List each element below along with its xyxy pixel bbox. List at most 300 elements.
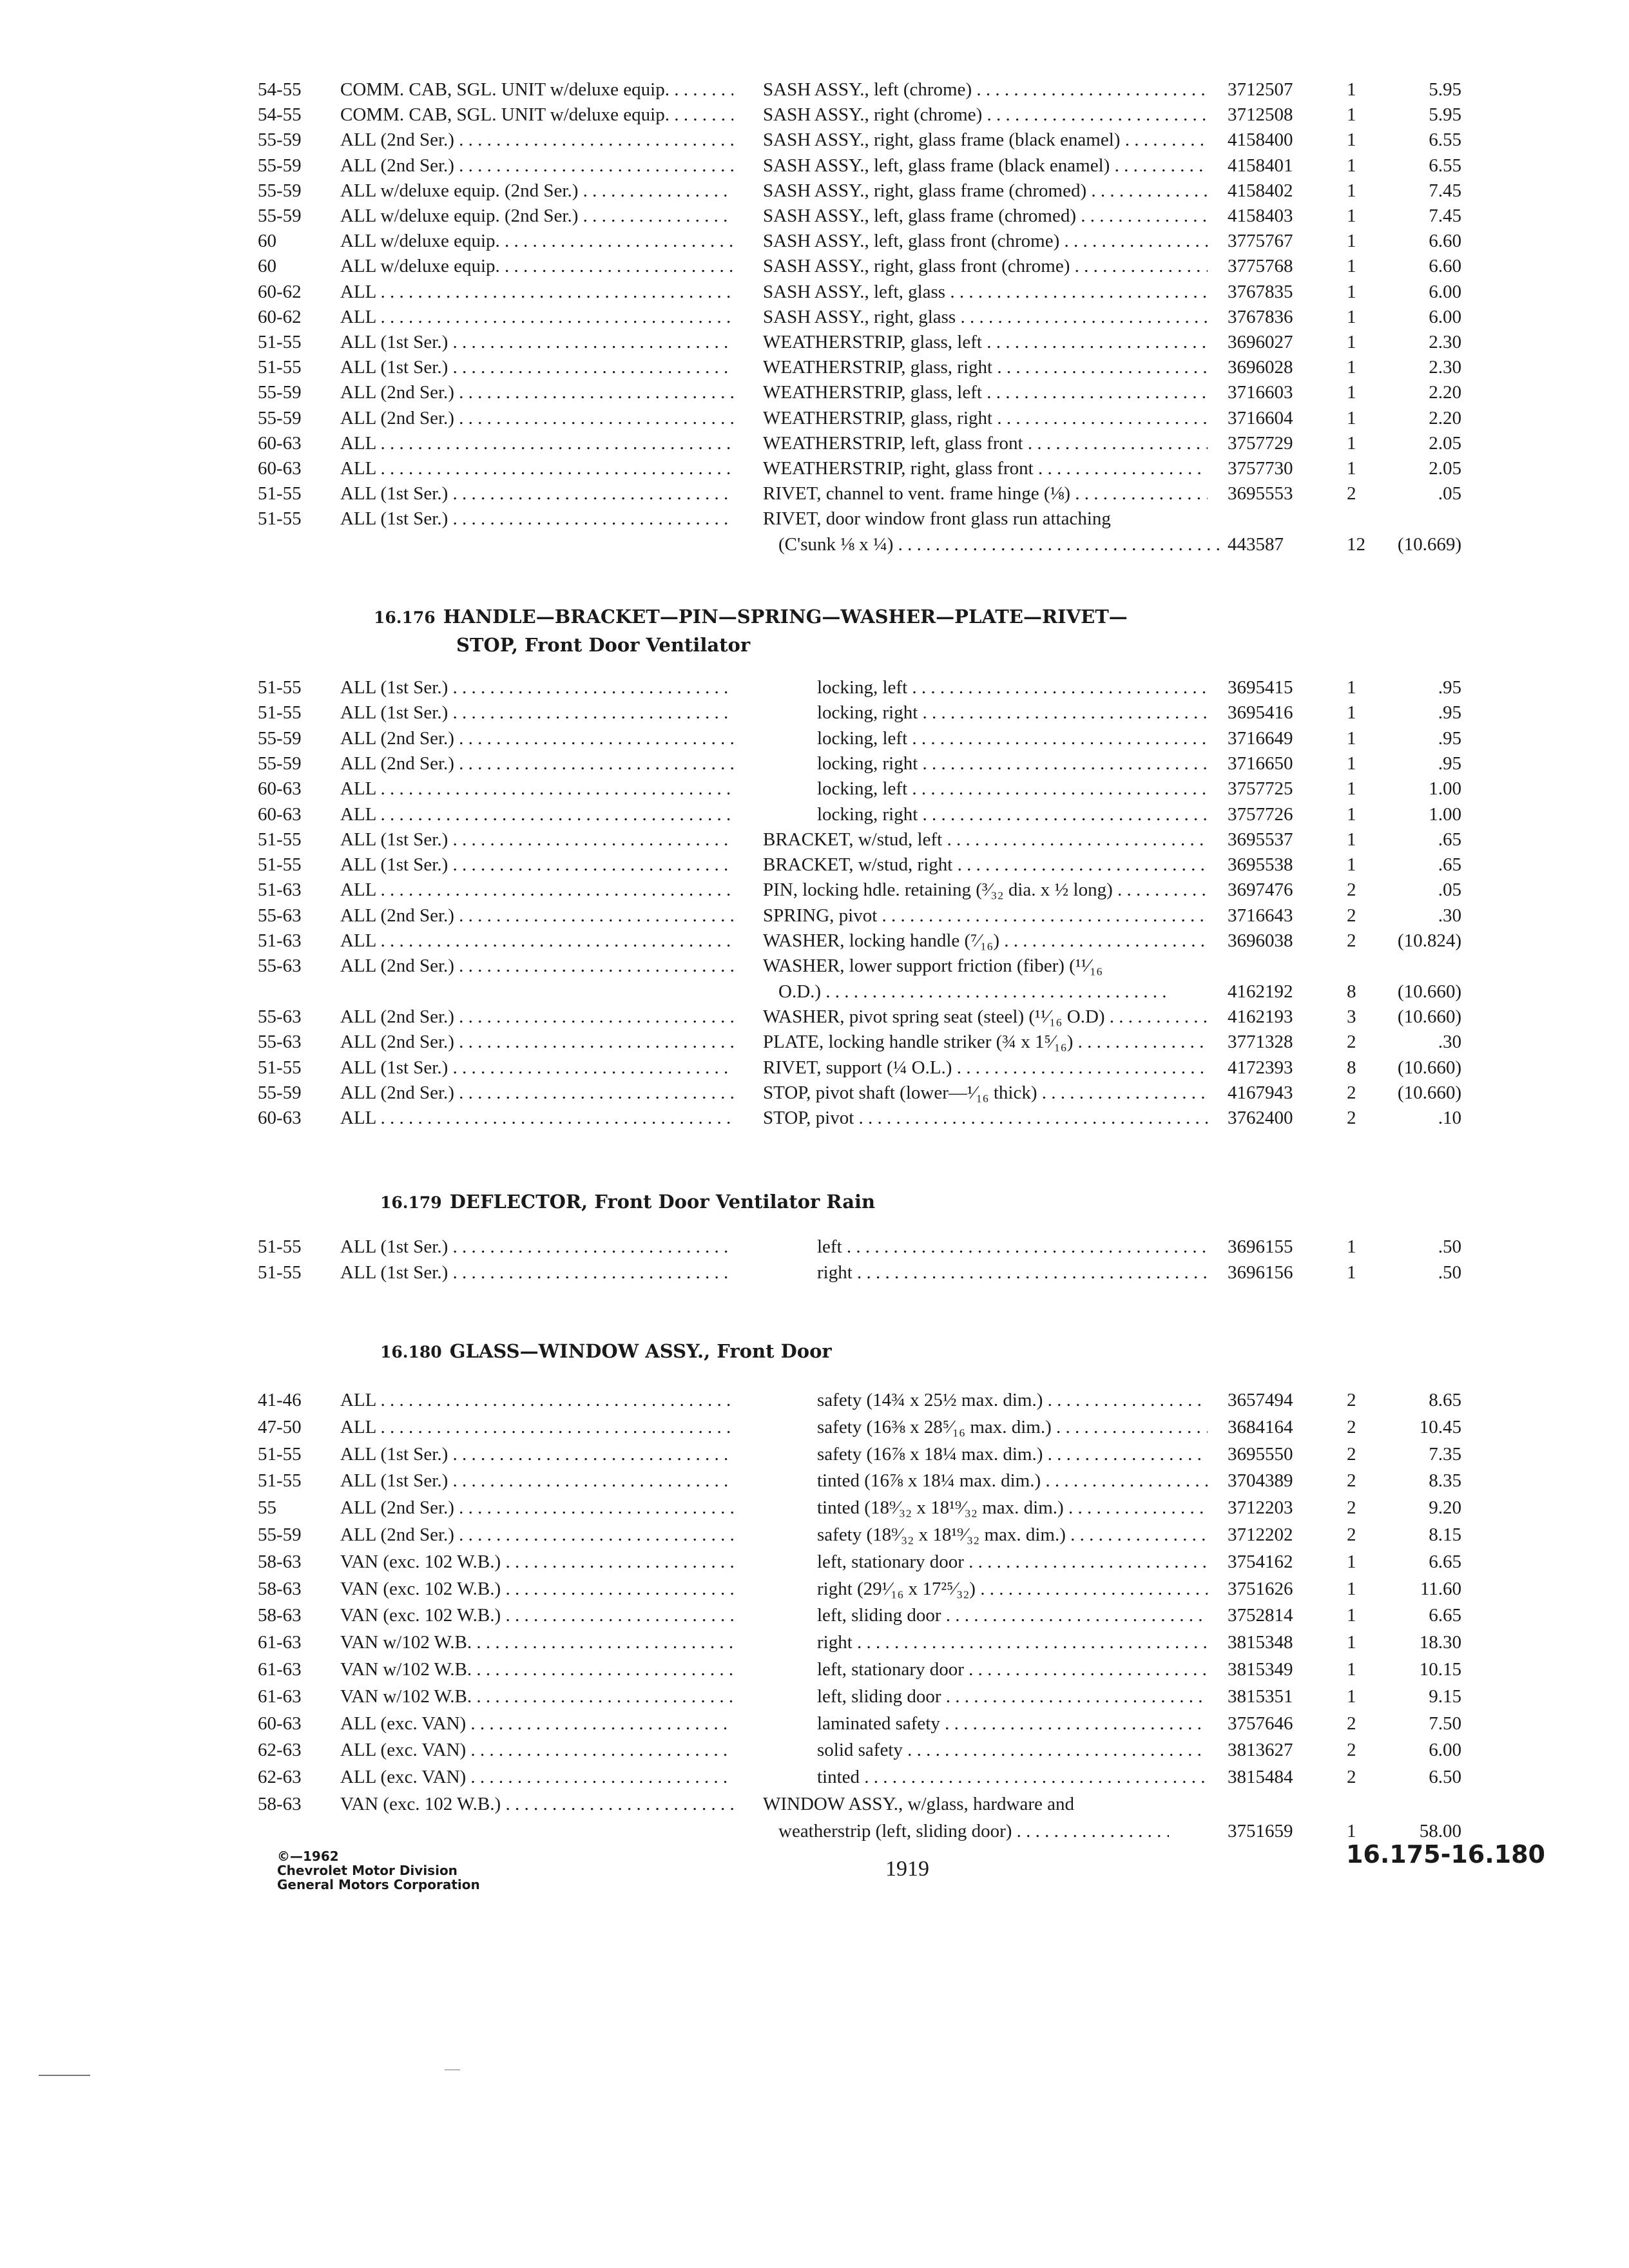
year-cell: 55-59 <box>258 1082 302 1103</box>
description-cell-leader <box>918 804 1208 825</box>
model-cell-leader <box>448 332 733 352</box>
price-cell: .05 <box>1438 483 1461 505</box>
table-row <box>0 1684 1629 1710</box>
description-cell-leader <box>982 104 1208 125</box>
description-cell-leader <box>982 382 1208 403</box>
table-row <box>0 280 1629 305</box>
part-number-cell: 3684164 <box>1228 1416 1293 1437</box>
year-cell: 51-55 <box>258 1443 302 1465</box>
year-cell: 51-55 <box>258 483 302 505</box>
model-cell: ALL (2nd Ser.) . . . <box>340 1523 733 1547</box>
description-cell-leader <box>999 930 1208 951</box>
description-cell: SASH ASSY., left, glass frame (chromed) . . . <box>763 204 1208 228</box>
part-number-cell: 443587 <box>1228 533 1284 555</box>
quantity-cell: 2 <box>1347 1713 1356 1734</box>
quantity-cell: 2 <box>1347 1470 1356 1492</box>
year-cell: 58-63 <box>258 1551 302 1572</box>
model-cell-leader <box>454 155 733 176</box>
year-cell: 51-55 <box>258 1236 302 1257</box>
quantity-cell: 1 <box>1347 458 1356 479</box>
year-cell: 51-55 <box>258 332 302 352</box>
part-number-cell: 3775768 <box>1228 256 1293 277</box>
description-cell-leader <box>964 1659 1208 1680</box>
part-number-cell: 3712507 <box>1228 79 1293 100</box>
table-row <box>0 330 1629 356</box>
section-title: GLASS—WINDOW ASSY., Front Door <box>449 1340 832 1362</box>
description-cell: locking, right . . . <box>817 751 1208 776</box>
part-number-cell: 3696028 <box>1228 357 1293 378</box>
price-cell: 7.35 <box>1429 1443 1461 1465</box>
model-cell: ALL (2nd Ser.) . . . <box>340 903 733 928</box>
part-number-cell: 3754162 <box>1228 1551 1293 1572</box>
description-cell: safety (14¾ x 25½ max. dim.) . . . <box>817 1388 1208 1412</box>
description-cell: WEATHERSTRIP, glass, right . . . <box>763 355 1208 380</box>
part-number-cell: 3657494 <box>1228 1390 1293 1410</box>
price-cell: 8.15 <box>1429 1524 1461 1545</box>
year-cell: 55-63 <box>258 905 302 926</box>
description-cell: WINDOW ASSY., w/glass, hardware and <box>763 1794 1075 1814</box>
table-row <box>0 1792 1629 1818</box>
part-number-cell: 3704389 <box>1228 1470 1293 1492</box>
table-row <box>0 1738 1629 1763</box>
model-cell: ALL (exc. VAN) . . . <box>340 1711 733 1736</box>
description-cell-leader <box>1070 483 1208 504</box>
description-cell: locking, right . . . <box>817 802 1208 827</box>
model-cell: ALL (1st Ser.) . . . <box>340 506 733 531</box>
table-row <box>0 852 1629 878</box>
year-cell: 51-55 <box>258 677 302 698</box>
description-cell: WEATHERSTRIP, glass, right . . . <box>763 406 1208 430</box>
description-cell-leader <box>972 79 1208 100</box>
part-number-cell: 3757730 <box>1228 458 1293 479</box>
part-number-cell: 3716604 <box>1228 407 1293 428</box>
model-cell: ALL (1st Ser.) . . . <box>340 1235 733 1259</box>
model-cell: ALL . . . <box>340 878 733 902</box>
section-number: 16.179 <box>380 1193 442 1212</box>
model-cell-leader <box>501 1794 733 1814</box>
description-cell: locking, left . . . <box>817 776 1208 801</box>
description-cell: left, stationary door . . . <box>817 1657 1208 1682</box>
description-cell-leader <box>877 905 1208 926</box>
year-cell: 61-63 <box>258 1659 302 1680</box>
part-number-cell: 3695537 <box>1228 829 1293 850</box>
quantity-cell: 1 <box>1347 79 1356 100</box>
quantity-cell: 1 <box>1347 677 1356 698</box>
description-cell-leader <box>1105 1006 1208 1027</box>
quantity-cell: 8 <box>1347 1057 1356 1078</box>
quantity-cell: 2 <box>1347 1443 1356 1465</box>
description-cell-leader <box>941 1605 1208 1626</box>
table-row <box>0 1468 1629 1494</box>
description-cell-leader <box>976 1579 1208 1599</box>
quantity-cell: 2 <box>1347 1524 1356 1545</box>
quantity-cell: 2 <box>1347 930 1356 951</box>
model-cell-leader <box>376 307 733 327</box>
table-row <box>0 153 1629 179</box>
part-number-cell: 3762400 <box>1228 1108 1293 1129</box>
price-cell: .50 <box>1438 1236 1461 1257</box>
description-cell-leader <box>992 357 1208 378</box>
description-cell-leader <box>1059 231 1208 251</box>
model-cell: ALL (2nd Ser.) . . . <box>340 153 733 178</box>
model-cell-leader <box>454 1082 733 1103</box>
section-16-176-heading <box>374 606 1128 628</box>
part-number-cell: 3696155 <box>1228 1236 1293 1257</box>
year-cell: 51-55 <box>258 1470 302 1492</box>
section-16-180-heading <box>380 1340 832 1362</box>
description-cell-leader <box>952 854 1208 875</box>
section-number: 16.176 <box>374 608 436 627</box>
model-cell-leader <box>454 382 733 403</box>
model-cell-leader <box>448 1057 733 1078</box>
part-number-cell: 3716603 <box>1228 382 1293 403</box>
description-cell-leader <box>860 1767 1208 1787</box>
year-cell: 60-63 <box>258 458 302 479</box>
part-number-cell: 3757646 <box>1228 1713 1293 1734</box>
table-row <box>0 827 1629 853</box>
quantity-cell: 1 <box>1347 1632 1356 1653</box>
year-cell: 54-55 <box>258 79 302 100</box>
model-cell: ALL . . . <box>340 1415 733 1439</box>
price-cell: 6.00 <box>1429 306 1461 327</box>
quantity-cell: 1 <box>1347 1686 1356 1707</box>
model-cell: ALL (1st Ser.) . . . <box>340 355 733 380</box>
quantity-cell: 2 <box>1347 1497 1356 1519</box>
section-number: 16.180 <box>380 1343 442 1361</box>
description-cell-leader <box>1043 1390 1208 1410</box>
price-cell: 2.30 <box>1429 357 1461 378</box>
price-cell: 2.20 <box>1429 407 1461 428</box>
description-cell-leader <box>893 534 1223 555</box>
description-cell: laminated safety . . . <box>817 1711 1208 1736</box>
model-cell-leader <box>376 433 733 454</box>
model-cell: ALL (2nd Ser.) . . . <box>340 380 733 405</box>
description-cell: PLATE, locking handle striker (¾ x 1⁵⁄₁₆) . . . <box>763 1030 1208 1054</box>
table-row <box>0 1765 1629 1791</box>
price-cell: 1.00 <box>1429 803 1461 825</box>
model-cell: ALL (1st Ser.) . . . <box>340 1055 733 1080</box>
year-cell: 51-63 <box>258 879 302 901</box>
description-cell-leader <box>853 1262 1208 1283</box>
model-cell: ALL . . . <box>340 1106 733 1130</box>
part-number-cell: 4158400 <box>1228 130 1293 151</box>
year-cell: 51-55 <box>258 1262 302 1283</box>
quantity-cell: 1 <box>1347 778 1356 800</box>
description-cell: left . . . <box>817 1235 1208 1259</box>
part-number-cell: 3757726 <box>1228 803 1293 825</box>
description-cell: SASH ASSY., right, glass frame (black enamel) . . . <box>763 128 1208 152</box>
table-row <box>0 979 1629 1005</box>
description-cell: SPRING, pivot . . . <box>763 903 1208 928</box>
model-cell-leader <box>448 357 733 378</box>
description-cell: solid safety . . . <box>817 1738 1208 1762</box>
table-row <box>0 751 1629 777</box>
quantity-cell: 2 <box>1347 1390 1356 1410</box>
model-cell-leader <box>448 483 733 504</box>
model-cell-leader <box>454 728 733 749</box>
model-cell-leader <box>376 282 733 302</box>
model-cell-leader <box>376 1390 733 1410</box>
table-row <box>0 128 1629 153</box>
description-cell-leader <box>1086 180 1208 201</box>
quantity-cell: 1 <box>1347 231 1356 252</box>
description-cell: WEATHERSTRIP, glass, left . . . <box>763 330 1208 354</box>
part-number-cell: 3695415 <box>1228 677 1293 698</box>
model-cell-leader <box>578 206 733 226</box>
quantity-cell: 1 <box>1347 104 1356 126</box>
price-cell: .10 <box>1438 1108 1461 1129</box>
description-cell: WEATHERSTRIP, glass, left . . . <box>763 380 1208 405</box>
description-cell-leader <box>992 408 1208 428</box>
part-number-cell: 3815351 <box>1228 1686 1293 1707</box>
model-cell-leader <box>376 1108 733 1128</box>
quantity-cell: 2 <box>1347 1108 1356 1129</box>
price-cell: 2.05 <box>1429 432 1461 454</box>
model-cell-leader <box>466 1713 733 1734</box>
year-cell: 55-63 <box>258 1006 302 1027</box>
description-cell: safety (16⅞ x 18¼ max. dim.) . . . <box>817 1442 1208 1466</box>
description-cell: tinted . . . <box>817 1765 1208 1789</box>
model-cell: ALL (1st Ser.) . . . <box>340 852 733 877</box>
year-cell: 60-62 <box>258 306 302 327</box>
quantity-cell: 1 <box>1347 803 1356 825</box>
table-row <box>0 954 1629 979</box>
part-number-cell: 3775767 <box>1228 231 1293 252</box>
quantity-cell: 1 <box>1347 256 1356 277</box>
year-cell: 60-63 <box>258 1713 302 1734</box>
model-cell-leader <box>472 1686 733 1707</box>
year-cell: 51-55 <box>258 1057 302 1078</box>
year-cell: 55-59 <box>258 727 302 749</box>
model-cell-leader <box>501 1605 733 1626</box>
model-cell-leader <box>454 1032 733 1052</box>
quantity-cell: 1 <box>1347 702 1356 724</box>
model-cell: ALL . . . <box>340 305 733 329</box>
model-cell-leader <box>448 1444 733 1465</box>
model-cell: ALL w/deluxe equip. . . . <box>340 229 733 253</box>
table-row <box>0 1055 1629 1081</box>
part-number-cell: 3752814 <box>1228 1605 1293 1626</box>
price-cell: 6.00 <box>1429 1740 1461 1761</box>
model-cell-leader <box>454 1524 733 1545</box>
year-cell: 55-63 <box>258 956 302 977</box>
quantity-cell: 1 <box>1347 306 1356 327</box>
model-cell: ALL . . . <box>340 776 733 801</box>
description-cell: right . . . <box>817 1630 1208 1655</box>
model-cell: ALL (1st Ser.) . . . <box>340 700 733 725</box>
description-cell: SASH ASSY., left, glass front (chrome) . . . <box>763 229 1208 253</box>
model-cell-leader <box>454 408 733 428</box>
model-cell-leader <box>448 829 733 850</box>
model-cell: VAN (exc. 102 W.B.) . . . <box>340 1792 733 1816</box>
model-cell: ALL (2nd Ser.) . . . <box>340 1004 733 1029</box>
part-number-cell: 3695553 <box>1228 483 1293 505</box>
table-row <box>0 178 1629 204</box>
year-cell: 55-59 <box>258 407 302 428</box>
year-cell: 60 <box>258 231 276 252</box>
description-cell: safety (16⅜ x 28⁵⁄₁₆ max. dim.) . . . <box>817 1415 1208 1439</box>
part-number-cell: 3712202 <box>1228 1524 1293 1545</box>
price-cell: 7.50 <box>1429 1713 1461 1734</box>
part-number-cell: 3771328 <box>1228 1032 1293 1053</box>
part-number-cell: 3757729 <box>1228 432 1293 454</box>
model-cell: VAN (exc. 102 W.B.) . . . <box>340 1550 733 1574</box>
description-cell: RIVET, channel to vent. frame hinge (⅛) . . . <box>763 481 1208 506</box>
section-title: HANDLE—BRACKET—PIN—SPRING—WASHER—PLATE—RIVET— <box>443 606 1128 628</box>
quantity-cell: 8 <box>1347 981 1356 1002</box>
year-cell: 51-55 <box>258 357 302 378</box>
table-row <box>0 1442 1629 1468</box>
model-cell-leader <box>454 753 733 774</box>
price-cell: 2.20 <box>1429 382 1461 403</box>
part-number-cell: 3767835 <box>1228 281 1293 302</box>
description-cell: SASH ASSY., right, glass . . . <box>763 305 1208 329</box>
table-row <box>0 532 1629 558</box>
description-cell-leader <box>1120 130 1208 150</box>
price-cell: (10.660) <box>1397 1006 1461 1027</box>
description-cell: PIN, locking hdle. retaining (³⁄₃₂ dia. x ½ long) . . . <box>763 878 1208 902</box>
table-row <box>0 776 1629 802</box>
quantity-cell: 1 <box>1347 1578 1356 1599</box>
part-number-cell: 3696038 <box>1228 930 1293 951</box>
part-number-cell: 3716650 <box>1228 753 1293 774</box>
model-cell-leader <box>376 930 733 951</box>
model-cell-leader <box>448 1236 733 1257</box>
model-cell: ALL (2nd Ser.) . . . <box>340 1030 733 1054</box>
price-cell: 10.15 <box>1419 1659 1461 1680</box>
year-cell: 62-63 <box>258 1767 302 1788</box>
table-row <box>0 726 1629 752</box>
model-cell-leader <box>670 79 733 100</box>
description-cell: SASH ASSY., left, glass . . . <box>763 280 1208 304</box>
table-row <box>0 1577 1629 1602</box>
table-row <box>0 102 1629 128</box>
table-row <box>0 1004 1629 1030</box>
table-row <box>0 1523 1629 1548</box>
table-row <box>0 1030 1629 1055</box>
description-cell-leader <box>821 981 1169 1002</box>
model-cell-leader <box>376 458 733 479</box>
part-number-cell: 3815484 <box>1228 1767 1293 1788</box>
price-cell: (10.824) <box>1397 930 1461 951</box>
model-cell-leader <box>472 1659 733 1680</box>
part-number-cell: 3757725 <box>1228 778 1293 800</box>
year-cell: 60-63 <box>258 432 302 454</box>
price-cell: .30 <box>1438 905 1461 926</box>
model-cell: ALL (2nd Ser.) . . . <box>340 1495 733 1520</box>
model-cell-leader <box>501 1552 733 1572</box>
table-row <box>0 204 1629 229</box>
year-cell: 61-63 <box>258 1632 302 1653</box>
table-row <box>0 1657 1629 1683</box>
model-cell: COMM. CAB, SGL. UNIT w/deluxe equip. . . . <box>340 102 733 127</box>
part-number-cell: 3716649 <box>1228 727 1293 749</box>
description-cell-leader <box>956 307 1208 327</box>
description-cell: WEATHERSTRIP, right, glass front . . . <box>763 456 1208 481</box>
description-cell: SASH ASSY., left (chrome) . . . <box>763 77 1208 102</box>
price-cell: 5.95 <box>1429 79 1461 100</box>
model-cell-leader <box>500 256 733 276</box>
part-number-cell: 3751659 <box>1228 1820 1293 1841</box>
price-cell: (10.660) <box>1397 981 1461 1002</box>
model-cell: ALL (1st Ser.) . . . <box>340 1468 733 1493</box>
part-number-cell: 4158403 <box>1228 206 1293 226</box>
quantity-cell: 1 <box>1347 854 1356 876</box>
price-cell: 7.45 <box>1429 206 1461 226</box>
quantity-cell: 1 <box>1347 727 1356 749</box>
model-cell-leader <box>376 804 733 825</box>
model-cell-leader <box>448 1470 733 1491</box>
page-number: 1919 <box>885 1857 929 1881</box>
description-cell: (C'sunk ⅛ x ¼) . . . <box>778 532 1223 557</box>
model-cell: ALL . . . <box>340 1388 733 1412</box>
table-row <box>0 1603 1629 1629</box>
table-row <box>0 456 1629 482</box>
quantity-cell: 2 <box>1347 1082 1356 1103</box>
part-number-cell: 4167943 <box>1228 1082 1293 1103</box>
table-row <box>0 431 1629 457</box>
model-cell-leader <box>448 677 733 698</box>
model-cell-leader <box>454 1006 733 1027</box>
table-row <box>0 903 1629 929</box>
description-cell: left, sliding door . . . <box>817 1684 1208 1709</box>
description-cell-leader <box>907 778 1208 799</box>
description-cell-leader <box>907 728 1208 749</box>
table-row <box>0 1550 1629 1575</box>
description-cell: STOP, pivot . . . <box>763 1106 1208 1130</box>
description-cell-leader <box>940 1713 1208 1734</box>
table-row <box>0 305 1629 331</box>
table-row <box>0 1388 1629 1414</box>
description-cell-leader <box>903 1740 1208 1760</box>
description-cell-leader <box>1064 1497 1208 1518</box>
description-cell: SASH ASSY., left, glass frame (black enamel) . . . <box>763 153 1208 178</box>
table-row <box>0 1630 1629 1656</box>
copyright-notice <box>277 1849 480 1892</box>
table-row <box>0 254 1629 280</box>
quantity-cell: 1 <box>1347 1659 1356 1680</box>
quantity-cell: 1 <box>1347 155 1356 176</box>
quantity-cell: 2 <box>1347 1767 1356 1788</box>
year-cell: 62-63 <box>258 1740 302 1761</box>
year-cell: 55-59 <box>258 753 302 774</box>
quantity-cell: 2 <box>1347 1416 1356 1437</box>
price-cell: .95 <box>1438 727 1461 749</box>
part-number-cell: 4158402 <box>1228 180 1293 201</box>
table-row <box>0 1235 1629 1260</box>
section-16-176-heading-line2 <box>456 634 750 656</box>
price-cell: 9.15 <box>1429 1686 1461 1707</box>
description-cell: locking, left . . . <box>817 675 1208 700</box>
table-row <box>0 229 1629 255</box>
year-cell: 58-63 <box>258 1605 302 1626</box>
year-cell: 55-59 <box>258 180 302 201</box>
model-cell-leader <box>376 1417 733 1437</box>
model-cell: ALL w/deluxe equip. (2nd Ser.) . . . <box>340 178 733 203</box>
description-cell: tinted (18⁹⁄₃₂ x 18¹⁹⁄₃₂ max. dim.) . . . <box>817 1495 1208 1520</box>
part-number-cell: 3815349 <box>1228 1659 1293 1680</box>
part-number-cell: 3712508 <box>1228 104 1293 126</box>
table-row <box>0 506 1629 532</box>
part-number-cell: 3696027 <box>1228 332 1293 352</box>
part-number-cell: 4158401 <box>1228 155 1293 176</box>
model-cell-leader <box>466 1767 733 1787</box>
model-cell-leader <box>448 508 733 529</box>
model-cell: ALL (1st Ser.) . . . <box>340 1260 733 1285</box>
table-row <box>0 1106 1629 1131</box>
table-row <box>0 380 1629 406</box>
model-cell: ALL . . . <box>340 431 733 456</box>
